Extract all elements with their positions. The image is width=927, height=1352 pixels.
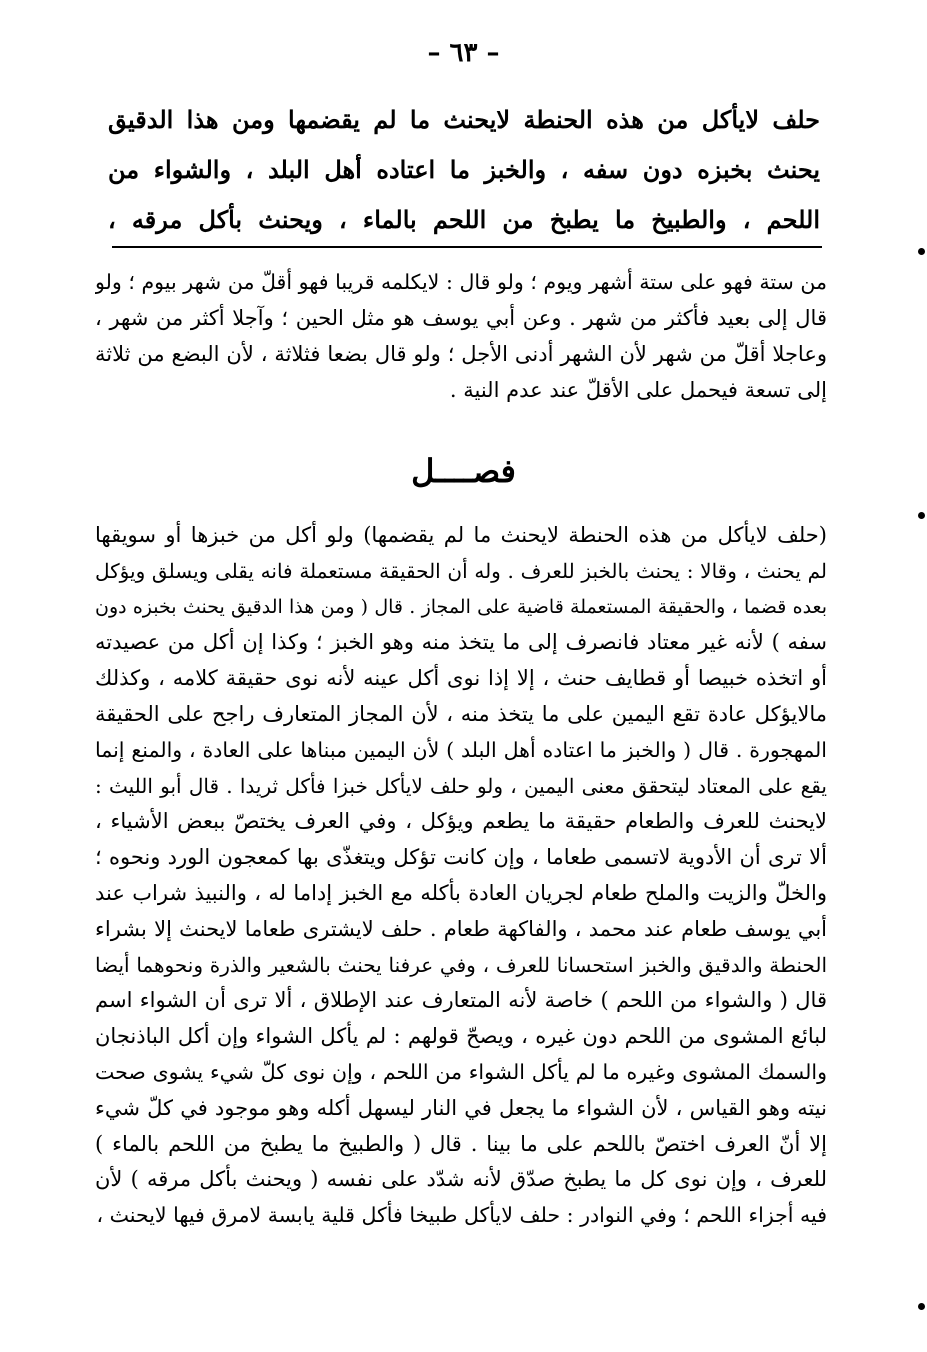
commentary-line: فيه أجزاء اللحم ؛ وفي النوادر : حلف لايأكل طبيخا فأكل قلية يابسة لامرق فيها لايحنث ،	[96, 1203, 827, 1228]
commentary-line: لبائع المشوى من اللحم دون غيره ، ويصحّ قولهم : لم يأكل الشواء وإن أكل الباذنجان	[95, 1024, 827, 1049]
commentary-line: أبي يوسف طعام عند محمد ، والفاكهة طعام . حلف لايشترى طعاما لايحنث إلا بشراء	[95, 916, 827, 941]
commentary-line: نيته وهو القياس ، لأن الشواء ما يجعل في النار ليسهل أكله وهو موجود في كلّ شيء	[95, 1095, 827, 1120]
matn-line: حلف لايأكل من هذه الحنطة لايحنث ما لم يقضمها ومن هذا الدقيق	[108, 105, 820, 134]
scan-mark	[918, 248, 925, 255]
commentary-line: سفه ) لأنه غير معتاد فانصرف إلى ما يتخذ منه وهو الخبز ؛ وكذا إن أكل من عصيدته	[95, 630, 827, 655]
commentary-line: والسمك المشوى وغيره ما لم يأكل الشواء من اللحم ، وإن نوى كلّ شيء يشوى صحت	[95, 1059, 827, 1084]
commentary-line: من ستة فهو على ستة أشهر ويوم ؛ ولو قال : لايكلمه قريبا فهو أقلّ من شهر بيوم ؛ ولو	[95, 270, 827, 294]
commentary-continuation	[95, 264, 827, 408]
commentary-line: قال إلى بعيد فأكثر من شهر . وعن أبي يوسف هو مثل الحين ؛ وآجلا أكثر من شهر ،	[95, 306, 827, 330]
commentary-line: الحنطة والدقيق والخبز استحسانا للعرف ، وفي عرفنا يحنث بالشعير والذرة ونحوهما أيضا	[95, 952, 827, 977]
commentary-line: إلا أنّ العرف اختصّ باللحم على ما بينا . قال ( والطبيخ ما يطبخ من اللحم بالماء )	[95, 1131, 827, 1156]
commentary-line: قال ( والشواء من اللحم ) خاصة لأنه المتعارف عند الإطلاق ، ألا ترى أن الشواء اسم	[95, 988, 827, 1013]
commentary-line: لايحنث للعرف والطعام حقيقة ما يطعم ويؤكل ، وفي العرف يختصّ ببعض الأشياء ،	[95, 809, 827, 834]
commentary-line: وعاجلا أقلّ من شهر لأن الشهر أدنى الأجل ؛ ولو قال بضعا فثلاثة ، لأن البضع من ثلاثة	[95, 342, 827, 366]
commentary-main	[95, 518, 827, 1234]
section-heading: فصــــل	[411, 452, 516, 490]
commentary-line: ألا ترى أن الأدوية لاتسمى طعاما ، وإن كانت تؤكل ويتغذّى بها كمعجون الورد ونحوه ؛	[95, 845, 827, 870]
scan-mark	[918, 512, 925, 519]
commentary-line: للعرف ، وإن نوى كل ما يطبخ صدّق لأنه شدّد على نفسه ( ويحنث بأكل مرقه ) لأن	[95, 1167, 827, 1192]
matn-line: يحنث بخبزه دون سفه ، والخبز ما اعتاده أهل البلد ، والشواء من	[108, 155, 820, 184]
separator-rule	[112, 246, 822, 248]
commentary-line: أو اتخذه خبيصا أو قطايف حنث ، إلا إذا نوى أكل عينه لأنه نوى حقيقة كلامه ، وكذلك	[95, 666, 827, 691]
commentary-line: والخلّ والزيت والملح طعام لجريان العادة بأكله مع الخبز إداما له ، والنبيذ شراب عند	[95, 880, 827, 905]
commentary-line: بعده قضما ، والحقيقة المستعملة قاضية على المجاز . قال ( ومن هذا الدقيق يحنث بخبزه دون	[95, 595, 827, 618]
commentary-line: مالايؤكل عادة تقع اليمين على ما يتخذ منه ، لأن المجاز المتعارف راجح على الحقيقة	[95, 701, 827, 726]
commentary-line: إلى تسعة فيحمل على الأقلّ عند عدم النية .	[449, 378, 827, 402]
commentary-line: لم يحنث ، وقالا : يحنث بالخبز للعرف . وله أن الحقيقة مستعملة فانه يقلى ويسلق ويؤكل	[95, 558, 827, 583]
commentary-line: يقع على المعتاد ليتحقق معنى اليمين ، ولو حلف لايأكل خبزا فأكل ثريدا . قال أبو الليث :	[95, 773, 827, 798]
commentary-line: المهجورة . قال ( والخبز ما اعتاده أهل البلد ) لأن اليمين مبناها على العادة ، والمنع إنما	[95, 737, 827, 762]
matn-text	[108, 95, 820, 245]
scan-mark	[918, 1303, 925, 1310]
matn-line: اللحم ، والطبيخ ما يطبخ من اللحم بالماء ، ويحنث بأكل مرقه ،	[108, 205, 820, 234]
commentary-line: (حلف لايأكل من هذه الحنطة لايحنث ما لم يقضمها) ولو أكل من خبزها أو سويقها	[95, 523, 827, 547]
page-number: – ٦٣ –	[427, 38, 500, 68]
